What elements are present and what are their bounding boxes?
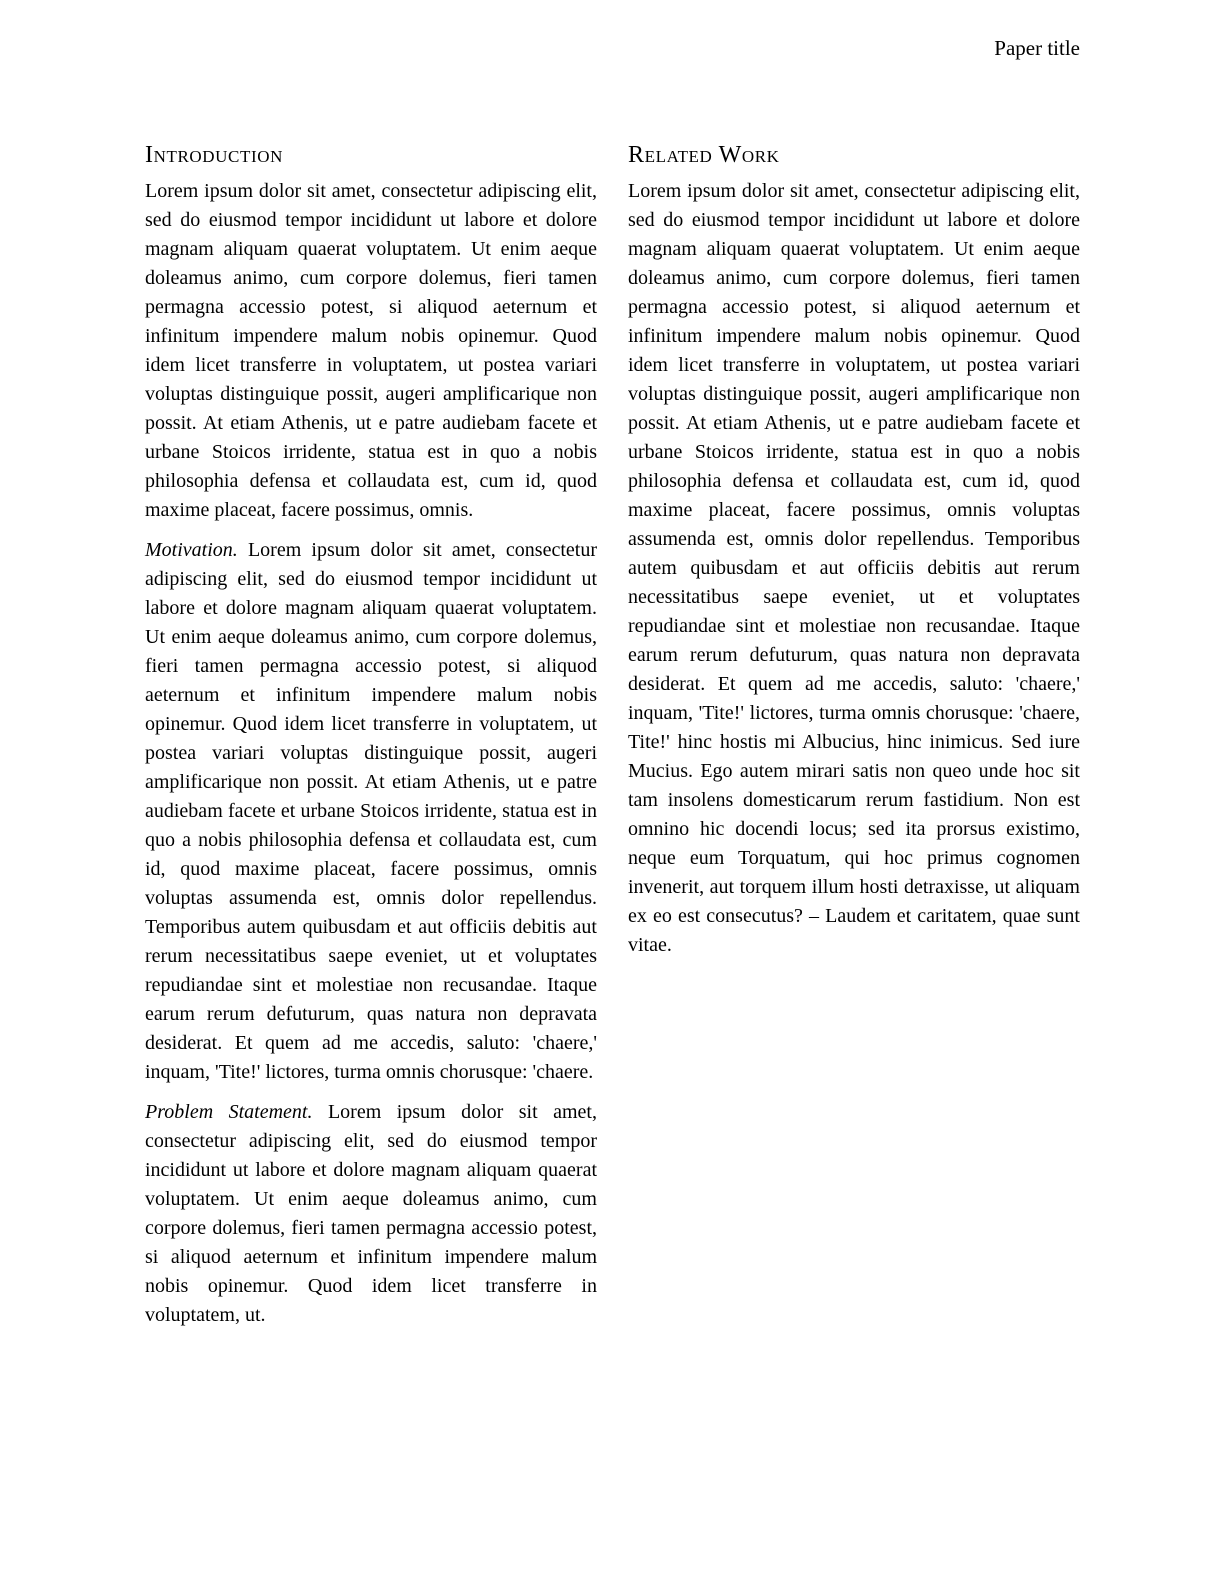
paragraph-lead-problem-statement: Problem Statement. [145,1101,313,1123]
related-work-paragraph-1: Lorem ipsum dolor sit amet, consectetur adipiscing elit, sed do eiusmod tempor incididunt ut labore et dolore magnam aliquam quaerat voluptatem. Ut enim aeque doleamus animo, cum corpore dolemus, fieri tamen permagna accessio potest, si aliquod aeternum et infinitum impendere malum nobis opinemur. Quod idem licet transferre in voluptatem, ut postea variari voluptas distinguique possit, augeri amplificarique non possit. At etiam Athenis, ut e patre audiebam facete et urbane Stoicos irridente, statua est in quo a nobis philosophia defensa et collaudata est, cum id, quod maxime placeat, facere possimus, omnis voluptas assumenda est, omnis dolor repellendus. Temporibus autem quibusdam et aut officiis debitis aut rerum necessitatibus saepe eveniet, ut et voluptates repudiandae sint et molestiae non recusandae. Itaque earum rerum defuturum, quas natura non depravata desiderat. Et quem ad me accedis, saluto: 'chaere,' inquam, 'Tite!' lictores, turma omnis chorusque: 'chaere, Tite!' hinc hostis mi Albucius, hinc inimicus. Sed iure Mucius. Ego autem mirari satis non queo unde hoc sit tam insolens domesticarum rerum fastidium. Non est omnino hic docendi locus; sed ita prorsus existimo, neque eum Torquatum, qui hoc primus cognomen invenerit, aut torquem illum hosti detraxisse, ut aliquam ex eo est consecutus? – Laudem et caritatem, quae sunt vitae. [628,180,1080,956]
introduction-paragraph-problem-statement [145,1098,597,1330]
column-left [145,142,597,1330]
paragraph-text: Lorem ipsum dolor sit amet, consectetur adipiscing elit, sed do eiusmod tempor incididunt ut labore et dolore magnam aliquam quaerat voluptatem. Ut enim aeque doleamus animo, cum corpore dolemus, fieri tamen permagna accessio potest, si aliquod aeternum et infinitum impendere malum nobis opinemur. Quod idem licet transferre in voluptatem, ut postea variari voluptas distinguique possit, augeri amplificarique non possit. At etiam Athenis, ut e patre audiebam facete et urbane Stoicos irridente, statua est in quo a nobis philosophia defensa et collaudata est, cum id, quod maxime placeat, facere possimus, omnis voluptas assumenda est, omnis dolor repellendus. Temporibus autem quibusdam et aut officiis debitis aut rerum necessitatibus saepe eveniet, ut et voluptates repudiandae sint et molestiae non recusandae. Itaque earum rerum defuturum, quas natura non depravata desiderat. Et quem ad me accedis, saluto: 'chaere,' inquam, 'Tite!' lictores, turma omnis chorusque: 'chaere. [145,539,597,1083]
two-column-body [145,142,1080,1330]
introduction-paragraph-motivation [145,536,597,1087]
paragraph-text: Lorem ipsum dolor sit amet, consectetur adipiscing elit, sed do eiusmod tempor incididunt ut labore et dolore magnam aliquam quaerat voluptatem. Ut enim aeque doleamus animo, cum corpore dolemus, fieri tamen permagna accessio potest, si aliquod aeternum et infinitum impendere malum nobis opinemur. Quod idem licet transferre in voluptatem, ut. [145,1101,597,1326]
section-heading-related-work: Related Work [628,142,780,168]
paragraph-lead-motivation: Motivation. [145,539,238,561]
introduction-paragraph-1: Lorem ipsum dolor sit amet, consectetur adipiscing elit, sed do eiusmod tempor incididunt ut labore et dolore magnam aliquam quaerat voluptatem. Ut enim aeque doleamus animo, cum corpore dolemus, fieri tamen permagna accessio potest, si aliquod aeternum et infinitum impendere malum nobis opinemur. Quod idem licet transferre in voluptatem, ut postea variari voluptas distinguique possit, augeri amplificarique non possit. At etiam Athenis, ut e patre audiebam facete et urbane Stoicos irridente, statua est in quo a nobis philosophia defensa et collaudata est, cum id, quod maxime placeat, facere possimus, omnis. [145,180,597,521]
column-right [628,142,1080,1330]
running-title: Paper title [994,36,1080,60]
section-heading-introduction: Introduction [145,142,283,168]
